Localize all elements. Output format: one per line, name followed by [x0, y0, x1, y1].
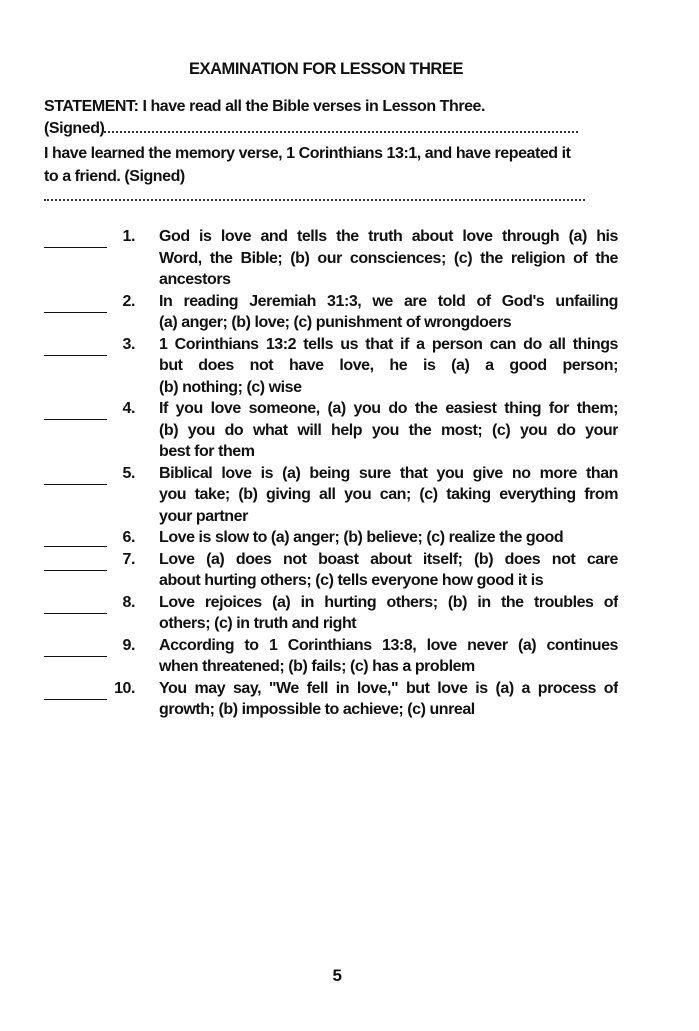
answer-blank[interactable]: [44, 613, 107, 614]
question-text-line: Word, the Bible; (b) our consciences; (c) the religion of the: [159, 249, 618, 267]
answer-blank[interactable]: [44, 419, 107, 420]
question-text-line: you take; (b) giving all you can; (c) taking everything from: [159, 486, 618, 503]
signature-line-2: [44, 188, 585, 206]
memory-verse-line-2: to a friend. (Signed): [44, 168, 185, 185]
question-text-line: Biblical love is (a) being sure that you give no more than: [159, 464, 618, 482]
question-text-line: Love rejoices (a) in hurting others; (b) in the troubles of: [159, 593, 618, 611]
question-number: 7.: [122, 550, 135, 568]
question-number: 3.: [122, 335, 135, 353]
answer-blank[interactable]: [44, 484, 107, 485]
signature-dotted-field[interactable]: [44, 199, 585, 201]
answer-blank[interactable]: [44, 699, 107, 700]
question-item: [0, 463, 699, 528]
page-number: 5: [332, 966, 342, 985]
question-text-line: (b) nothing; (c) wise: [159, 378, 302, 396]
answer-blank[interactable]: [44, 312, 107, 313]
question-number: 9.: [122, 636, 135, 654]
question-text-line: others; (c) in truth and right: [159, 615, 357, 632]
signature-dotted-field[interactable]: [104, 131, 578, 133]
answer-blank[interactable]: [44, 247, 107, 248]
question-number: 2.: [122, 292, 135, 310]
question-text-line: your partner: [159, 507, 248, 525]
question-number: 8.: [122, 593, 135, 611]
question-number: 6.: [122, 529, 135, 546]
question-text-line: best for them: [159, 443, 255, 460]
question-text-line: Love (a) does not boast about itself; (b) does not care: [159, 550, 618, 568]
page-title: EXAMINATION FOR LESSON THREE: [188, 60, 464, 78]
question-text-line: God is love and tells the truth about love through (a) his: [159, 228, 618, 245]
question-text-line: Love is slow to (a) anger; (b) believe; (c) realize the good: [159, 529, 564, 546]
question-number: 10.: [114, 679, 135, 697]
memory-verse-line: I have learned the memory verse, 1 Corinthians 13:1, and have repeated it: [44, 145, 571, 162]
question-text-line: According to 1 Corinthians 13:8, love never (a) continues: [159, 636, 618, 654]
question-list: [0, 226, 699, 721]
answer-blank[interactable]: [44, 656, 107, 657]
answer-blank[interactable]: [44, 355, 107, 356]
question-number: 4.: [122, 400, 135, 417]
question-item: [0, 635, 699, 678]
question-number: 1.: [122, 228, 135, 245]
signed-label: (Signed): [44, 120, 105, 137]
question-text-line: growth; (b) impossible to achieve; (c) unreal: [159, 701, 475, 718]
question-item: [0, 291, 699, 334]
signature-line-1: [44, 120, 578, 138]
question-item: [0, 678, 699, 721]
question-text-line: You may say, "We fell in love," but love is (a) a process of: [159, 679, 618, 697]
question-text-line: 1 Corinthians 13:2 tells us that if a person can do all things: [159, 335, 618, 353]
question-text-line: when threatened; (b) fails; (c) has a problem: [159, 658, 475, 675]
question-item: [0, 398, 699, 463]
statement-line: STATEMENT: I have read all the Bible verses in Lesson Three.: [44, 98, 485, 115]
question-text-line: about hurting others; (c) tells everyone how good it is: [159, 572, 544, 589]
question-number: 5.: [122, 464, 135, 482]
question-text-line: If you love someone, (a) you do the easiest thing for them;: [159, 400, 618, 417]
question-item: [0, 226, 699, 291]
question-item: [0, 549, 699, 592]
answer-blank[interactable]: [44, 570, 107, 571]
question-item: [0, 527, 699, 549]
question-text-line: (a) anger; (b) love; (c) punishment of wrongdoers: [159, 314, 512, 331]
answer-blank[interactable]: [44, 546, 107, 547]
question-text-line: In reading Jeremiah 31:3, we are told of God's unfailing: [159, 292, 618, 310]
question-text-line: ancestors: [159, 271, 231, 288]
question-text-line: (b) you do what will help you the most; (c) you do your: [159, 421, 618, 439]
question-item: [0, 592, 699, 635]
question-item: [0, 334, 699, 399]
question-text-line: but does not have love, he is (a) a good person;: [159, 357, 618, 374]
